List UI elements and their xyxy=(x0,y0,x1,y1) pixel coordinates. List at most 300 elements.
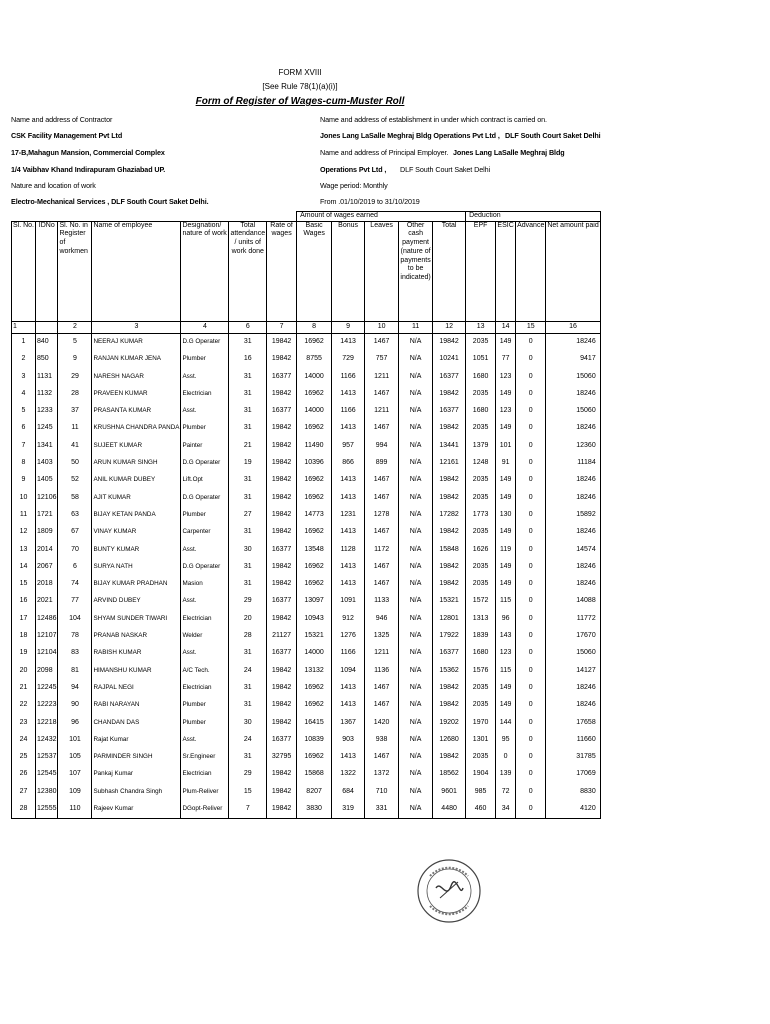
table-cell: 2035 xyxy=(466,576,496,593)
table-cell: 149 xyxy=(496,524,516,541)
table-cell: Plumber xyxy=(181,420,229,437)
table-cell: 16962 xyxy=(297,489,332,506)
table-row xyxy=(12,628,601,645)
table-cell: D.G Operater xyxy=(181,489,229,506)
table-cell: 17 xyxy=(12,610,36,627)
table-cell: 19842 xyxy=(267,801,297,819)
header-designation: Designation/ nature of work xyxy=(181,221,229,321)
table-cell: 101 xyxy=(58,732,92,749)
table-row xyxy=(12,437,601,454)
table-cell: 8207 xyxy=(297,783,332,800)
table-cell: 15848 xyxy=(433,541,466,558)
table-cell: 31 xyxy=(229,420,267,437)
table-cell: 11 xyxy=(12,507,36,524)
table-cell: 0 xyxy=(496,749,516,766)
table-cell: 14574 xyxy=(546,541,600,558)
contractor-label: Name and address of Contractor xyxy=(11,115,113,124)
table-cell: 12537 xyxy=(36,749,58,766)
table-cell: 12432 xyxy=(36,732,58,749)
table-cell: 710 xyxy=(365,783,399,800)
table-cell: Plum-Reliver xyxy=(181,783,229,800)
table-row xyxy=(12,662,601,679)
table-cell: 16377 xyxy=(267,541,297,558)
table-cell: 9 xyxy=(12,472,36,489)
table-row xyxy=(12,732,601,749)
table-cell: 81 xyxy=(58,662,92,679)
table-row xyxy=(12,403,601,420)
table-cell: 1166 xyxy=(332,403,365,420)
table-cell: Welder xyxy=(181,628,229,645)
header-other-payment: Other cash payment (nature of payments to be indicated) xyxy=(399,221,433,321)
table-cell: 1413 xyxy=(332,333,365,351)
table-cell: N/A xyxy=(399,507,433,524)
table-cell: 31 xyxy=(229,472,267,489)
table-cell: 26 xyxy=(12,766,36,783)
table-cell: Sr.Engineer xyxy=(181,749,229,766)
header-advance: Advance xyxy=(516,221,546,321)
table-row xyxy=(12,489,601,506)
table-cell: N/A xyxy=(399,559,433,576)
table-cell: 37 xyxy=(58,403,92,420)
table-cell: 149 xyxy=(496,386,516,403)
table-cell: 850 xyxy=(36,351,58,368)
table-cell: Asst. xyxy=(181,368,229,385)
table-cell: 16962 xyxy=(297,697,332,714)
table-row xyxy=(12,368,601,385)
table-cell: 684 xyxy=(332,783,365,800)
table-cell: N/A xyxy=(399,472,433,489)
table-cell: 10396 xyxy=(297,455,332,472)
table-cell: SUJEET KUMAR xyxy=(92,437,181,454)
contractor-name: CSK Facility Management Pvt Ltd xyxy=(11,131,123,140)
table-cell: 28 xyxy=(229,628,267,645)
table-cell: 1413 xyxy=(332,576,365,593)
table-cell: 19842 xyxy=(267,766,297,783)
table-cell: 115 xyxy=(496,662,516,679)
table-cell: 0 xyxy=(516,766,546,783)
table-cell: ARVIND DUBEY xyxy=(92,593,181,610)
column-number: 4 xyxy=(181,321,229,333)
table-cell: 15 xyxy=(12,576,36,593)
table-cell: N/A xyxy=(399,593,433,610)
table-cell: 1680 xyxy=(466,368,496,385)
table-cell: 1172 xyxy=(365,541,399,558)
table-cell: 31 xyxy=(229,368,267,385)
table-cell: 16962 xyxy=(297,420,332,437)
table-cell: 1325 xyxy=(365,628,399,645)
table-cell: 1051 xyxy=(466,351,496,368)
table-cell: 19842 xyxy=(267,559,297,576)
table-cell: 1322 xyxy=(332,766,365,783)
table-cell: 2035 xyxy=(466,680,496,697)
header-attendance: Total attendance / units of work done xyxy=(229,221,267,321)
form-title: Form of Register of Wages-cum-Muster Roll xyxy=(195,96,405,107)
column-number: 2 xyxy=(58,321,92,333)
header-leaves: Leaves xyxy=(365,221,399,321)
column-number-row xyxy=(12,321,601,333)
table-cell: 123 xyxy=(496,368,516,385)
table-cell: 94 xyxy=(58,680,92,697)
company-seal-stamp-icon xyxy=(416,858,482,924)
table-cell: 19842 xyxy=(433,524,466,541)
table-cell: 0 xyxy=(516,732,546,749)
table-cell: N/A xyxy=(399,801,433,819)
table-cell: 18246 xyxy=(546,680,600,697)
column-number: 7 xyxy=(267,321,297,333)
table-cell: 1128 xyxy=(332,541,365,558)
table-cell: 149 xyxy=(496,420,516,437)
table-cell: 63 xyxy=(58,507,92,524)
table-cell: 31 xyxy=(229,645,267,662)
table-cell: N/A xyxy=(399,368,433,385)
table-cell: 18246 xyxy=(546,386,600,403)
table-cell: 1405 xyxy=(36,472,58,489)
table-cell: 95 xyxy=(496,732,516,749)
table-cell: 1773 xyxy=(466,507,496,524)
header-net-amount: Net amount paid xyxy=(546,221,600,321)
table-cell: 31 xyxy=(229,576,267,593)
table-cell: ARUN KUMAR SINGH xyxy=(92,455,181,472)
table-cell: 1211 xyxy=(365,645,399,662)
table-cell: 1467 xyxy=(365,559,399,576)
table-cell: Asst. xyxy=(181,403,229,420)
table-row xyxy=(12,749,601,766)
table-cell: 4480 xyxy=(433,801,466,819)
header-sl-no: Sl. No. xyxy=(12,221,36,321)
table-cell: 19842 xyxy=(267,610,297,627)
contractor-address-line1: 17-B,Mahagun Mansion, Commercial Complex xyxy=(11,148,165,157)
table-cell: 19842 xyxy=(267,680,297,697)
table-cell: 18246 xyxy=(546,559,600,576)
table-cell: 1379 xyxy=(466,437,496,454)
table-cell: 19842 xyxy=(267,714,297,731)
table-cell: 1467 xyxy=(365,576,399,593)
table-cell: N/A xyxy=(399,662,433,679)
table-cell: 1467 xyxy=(365,420,399,437)
establishment-location: DLF South Court Saket Delhi xyxy=(505,131,601,140)
table-cell: 2035 xyxy=(466,420,496,437)
table-cell: 19842 xyxy=(433,576,466,593)
table-cell: 31 xyxy=(229,386,267,403)
table-cell: N/A xyxy=(399,489,433,506)
table-cell: 12486 xyxy=(36,610,58,627)
table-cell: 11490 xyxy=(297,437,332,454)
table-cell: 729 xyxy=(332,351,365,368)
table-cell: N/A xyxy=(399,610,433,627)
table-cell: 16377 xyxy=(267,593,297,610)
table-cell: 11772 xyxy=(546,610,600,627)
table-cell: 19 xyxy=(229,455,267,472)
principal-employer-location: DLF South Court Saket Delhi xyxy=(400,165,490,174)
table-cell: 16962 xyxy=(297,680,332,697)
table-cell: 19842 xyxy=(433,420,466,437)
table-cell: 1245 xyxy=(36,420,58,437)
header-rate: Rate of wages xyxy=(267,221,297,321)
table-cell: 12223 xyxy=(36,697,58,714)
table-row xyxy=(12,610,601,627)
table-cell: 1626 xyxy=(466,541,496,558)
table-cell: RANJAN KUMAR JENA xyxy=(92,351,181,368)
table-cell: 19842 xyxy=(267,437,297,454)
table-cell: 28 xyxy=(12,801,36,819)
table-cell: 957 xyxy=(332,437,365,454)
column-number: 13 xyxy=(466,321,496,333)
table-cell: 32795 xyxy=(267,749,297,766)
table-cell: 11660 xyxy=(546,732,600,749)
table-cell: 16377 xyxy=(267,368,297,385)
column-number: 14 xyxy=(496,321,516,333)
table-cell: 18246 xyxy=(546,576,600,593)
table-cell: 1276 xyxy=(332,628,365,645)
table-cell: 2035 xyxy=(466,697,496,714)
table-cell: 12106 xyxy=(36,489,58,506)
table-cell: Asst. xyxy=(181,593,229,610)
table-cell: 1467 xyxy=(365,524,399,541)
table-cell: SHYAM SUNDER TIWARI xyxy=(92,610,181,627)
column-header-row xyxy=(12,221,601,321)
table-cell: 14 xyxy=(12,559,36,576)
table-row xyxy=(12,783,601,800)
table-cell: N/A xyxy=(399,645,433,662)
table-cell: 18246 xyxy=(546,333,600,351)
table-cell: 15868 xyxy=(297,766,332,783)
table-cell: 14000 xyxy=(297,645,332,662)
group-header-row xyxy=(12,212,601,222)
table-cell: 149 xyxy=(496,680,516,697)
table-cell: 0 xyxy=(516,541,546,558)
table-cell: 19842 xyxy=(267,489,297,506)
work-location-label: Nature and location of work xyxy=(11,181,96,190)
table-cell: 0 xyxy=(516,420,546,437)
column-number: 9 xyxy=(332,321,365,333)
table-cell: RABISH KUMAR xyxy=(92,645,181,662)
table-cell: 1131 xyxy=(36,368,58,385)
table-cell: 31 xyxy=(229,524,267,541)
table-cell: N/A xyxy=(399,680,433,697)
establishment-name: Jones Lang LaSalle Meghraj Bldg Operations Pvt Ltd , xyxy=(320,131,500,140)
table-cell: 1313 xyxy=(466,610,496,627)
table-row xyxy=(12,680,601,697)
table-cell: NARESH NAGAR xyxy=(92,368,181,385)
table-cell: 24 xyxy=(229,732,267,749)
table-cell: 2018 xyxy=(36,576,58,593)
table-cell: 0 xyxy=(516,386,546,403)
table-cell: 139 xyxy=(496,766,516,783)
table-cell: BIJAY KETAN PANDA xyxy=(92,507,181,524)
table-row xyxy=(12,645,601,662)
table-cell: 866 xyxy=(332,455,365,472)
table-cell: 899 xyxy=(365,455,399,472)
table-cell: 1413 xyxy=(332,749,365,766)
table-cell: 7 xyxy=(229,801,267,819)
table-cell: 1278 xyxy=(365,507,399,524)
table-cell: 9 xyxy=(58,351,92,368)
table-cell: Asst. xyxy=(181,645,229,662)
table-cell: 115 xyxy=(496,593,516,610)
table-cell: 5 xyxy=(12,403,36,420)
table-cell: 1231 xyxy=(332,507,365,524)
table-cell: ANIL KUMAR DUBEY xyxy=(92,472,181,489)
table-cell: 19842 xyxy=(267,507,297,524)
table-cell: 19842 xyxy=(267,386,297,403)
table-cell: N/A xyxy=(399,386,433,403)
table-cell: 19842 xyxy=(267,420,297,437)
table-cell: 149 xyxy=(496,472,516,489)
table-cell: 31 xyxy=(229,333,267,351)
deduction-group-header: Deduction xyxy=(466,212,601,222)
table-cell: 19842 xyxy=(433,333,466,351)
table-cell: 72 xyxy=(496,783,516,800)
table-cell: 19202 xyxy=(433,714,466,731)
table-cell: 16962 xyxy=(297,472,332,489)
table-cell: 1211 xyxy=(365,368,399,385)
column-number xyxy=(36,321,58,333)
table-cell: 24 xyxy=(229,662,267,679)
table-cell: PRASANTA KUMAR xyxy=(92,403,181,420)
table-cell: 2035 xyxy=(466,749,496,766)
table-cell: 31785 xyxy=(546,749,600,766)
table-cell: 8755 xyxy=(297,351,332,368)
table-cell: 149 xyxy=(496,576,516,593)
table-cell: 31 xyxy=(229,680,267,697)
table-cell: 0 xyxy=(516,714,546,731)
table-cell: 1094 xyxy=(332,662,365,679)
header-sl-register: Sl. No. in Register of workmen xyxy=(58,221,92,321)
table-cell: 7 xyxy=(12,437,36,454)
column-number: 8 xyxy=(297,321,332,333)
table-cell: 1413 xyxy=(332,524,365,541)
table-cell: 1467 xyxy=(365,472,399,489)
table-cell: 0 xyxy=(516,593,546,610)
table-cell: 67 xyxy=(58,524,92,541)
table-row xyxy=(12,524,601,541)
table-cell: N/A xyxy=(399,437,433,454)
table-row xyxy=(12,507,601,524)
table-cell: 107 xyxy=(58,766,92,783)
table-cell: 9601 xyxy=(433,783,466,800)
table-cell: 18246 xyxy=(546,420,600,437)
table-cell: 58 xyxy=(58,489,92,506)
table-cell: 25 xyxy=(12,749,36,766)
table-row xyxy=(12,559,601,576)
table-cell: 109 xyxy=(58,783,92,800)
table-cell: 1403 xyxy=(36,455,58,472)
table-cell: 10943 xyxy=(297,610,332,627)
table-cell: 1233 xyxy=(36,403,58,420)
table-cell: Carpenter xyxy=(181,524,229,541)
column-number: 15 xyxy=(516,321,546,333)
table-cell: 16 xyxy=(229,351,267,368)
table-cell: 16962 xyxy=(297,386,332,403)
table-cell: 96 xyxy=(496,610,516,627)
table-cell: 14000 xyxy=(297,403,332,420)
table-cell: 18 xyxy=(12,628,36,645)
table-cell: 15 xyxy=(229,783,267,800)
header-basic-wages: Basic Wages xyxy=(297,221,332,321)
table-cell: Painter xyxy=(181,437,229,454)
table-row xyxy=(12,472,601,489)
table-cell: 8830 xyxy=(546,783,600,800)
table-cell: 0 xyxy=(516,472,546,489)
table-cell: 11184 xyxy=(546,455,600,472)
table-cell: 903 xyxy=(332,732,365,749)
table-cell: 12161 xyxy=(433,455,466,472)
table-cell: 2035 xyxy=(466,524,496,541)
table-cell: 41 xyxy=(58,437,92,454)
table-cell: Rajat Kumar xyxy=(92,732,181,749)
table-cell: 17282 xyxy=(433,507,466,524)
table-cell: 34 xyxy=(496,801,516,819)
table-cell: 70 xyxy=(58,541,92,558)
table-cell: 12 xyxy=(12,524,36,541)
table-cell: 1372 xyxy=(365,766,399,783)
table-cell: 78 xyxy=(58,628,92,645)
table-cell: 3830 xyxy=(297,801,332,819)
table-cell: N/A xyxy=(399,333,433,351)
table-cell: N/A xyxy=(399,628,433,645)
table-cell: Plumber xyxy=(181,507,229,524)
table-cell: 1211 xyxy=(365,403,399,420)
table-cell: 1467 xyxy=(365,749,399,766)
table-cell: 319 xyxy=(332,801,365,819)
table-cell: 19842 xyxy=(267,472,297,489)
table-cell: 16 xyxy=(12,593,36,610)
table-cell: 1904 xyxy=(466,766,496,783)
table-cell: N/A xyxy=(399,714,433,731)
table-cell: 31 xyxy=(229,403,267,420)
table-cell: 96 xyxy=(58,714,92,731)
table-cell: 0 xyxy=(516,801,546,819)
table-cell: 123 xyxy=(496,645,516,662)
table-cell: 0 xyxy=(516,680,546,697)
table-cell: 12218 xyxy=(36,714,58,731)
table-cell: 31 xyxy=(229,489,267,506)
rule-reference: [See Rule 78(1)(a)(i)] xyxy=(262,82,338,91)
table-cell: 15321 xyxy=(433,593,466,610)
table-cell: 1467 xyxy=(365,386,399,403)
table-cell: N/A xyxy=(399,749,433,766)
table-cell: 1413 xyxy=(332,472,365,489)
header-epf: EPF xyxy=(466,221,496,321)
table-cell: 16962 xyxy=(297,559,332,576)
table-cell: 30 xyxy=(229,541,267,558)
table-cell: 2035 xyxy=(466,472,496,489)
table-cell: 0 xyxy=(516,437,546,454)
table-cell: 16962 xyxy=(297,524,332,541)
table-cell: 1248 xyxy=(466,455,496,472)
header-bonus: Bonus xyxy=(332,221,365,321)
table-cell: 10241 xyxy=(433,351,466,368)
table-cell: 1721 xyxy=(36,507,58,524)
table-cell: 15362 xyxy=(433,662,466,679)
table-cell: PRAVEEN KUMAR xyxy=(92,386,181,403)
table-cell: N/A xyxy=(399,403,433,420)
table-cell: N/A xyxy=(399,420,433,437)
table-cell: 12360 xyxy=(546,437,600,454)
table-cell: 90 xyxy=(58,697,92,714)
table-cell: 1136 xyxy=(365,662,399,679)
table-cell: 994 xyxy=(365,437,399,454)
table-cell: 16962 xyxy=(297,333,332,351)
table-cell: 1467 xyxy=(365,680,399,697)
table-cell: 1576 xyxy=(466,662,496,679)
table-row xyxy=(12,333,601,351)
table-cell: 12545 xyxy=(36,766,58,783)
table-cell: 77 xyxy=(496,351,516,368)
header-id-no: IDNo xyxy=(36,221,58,321)
table-cell: 149 xyxy=(496,559,516,576)
establishment-label: Name and address of establishment in under which contract is carried on. xyxy=(320,115,547,124)
